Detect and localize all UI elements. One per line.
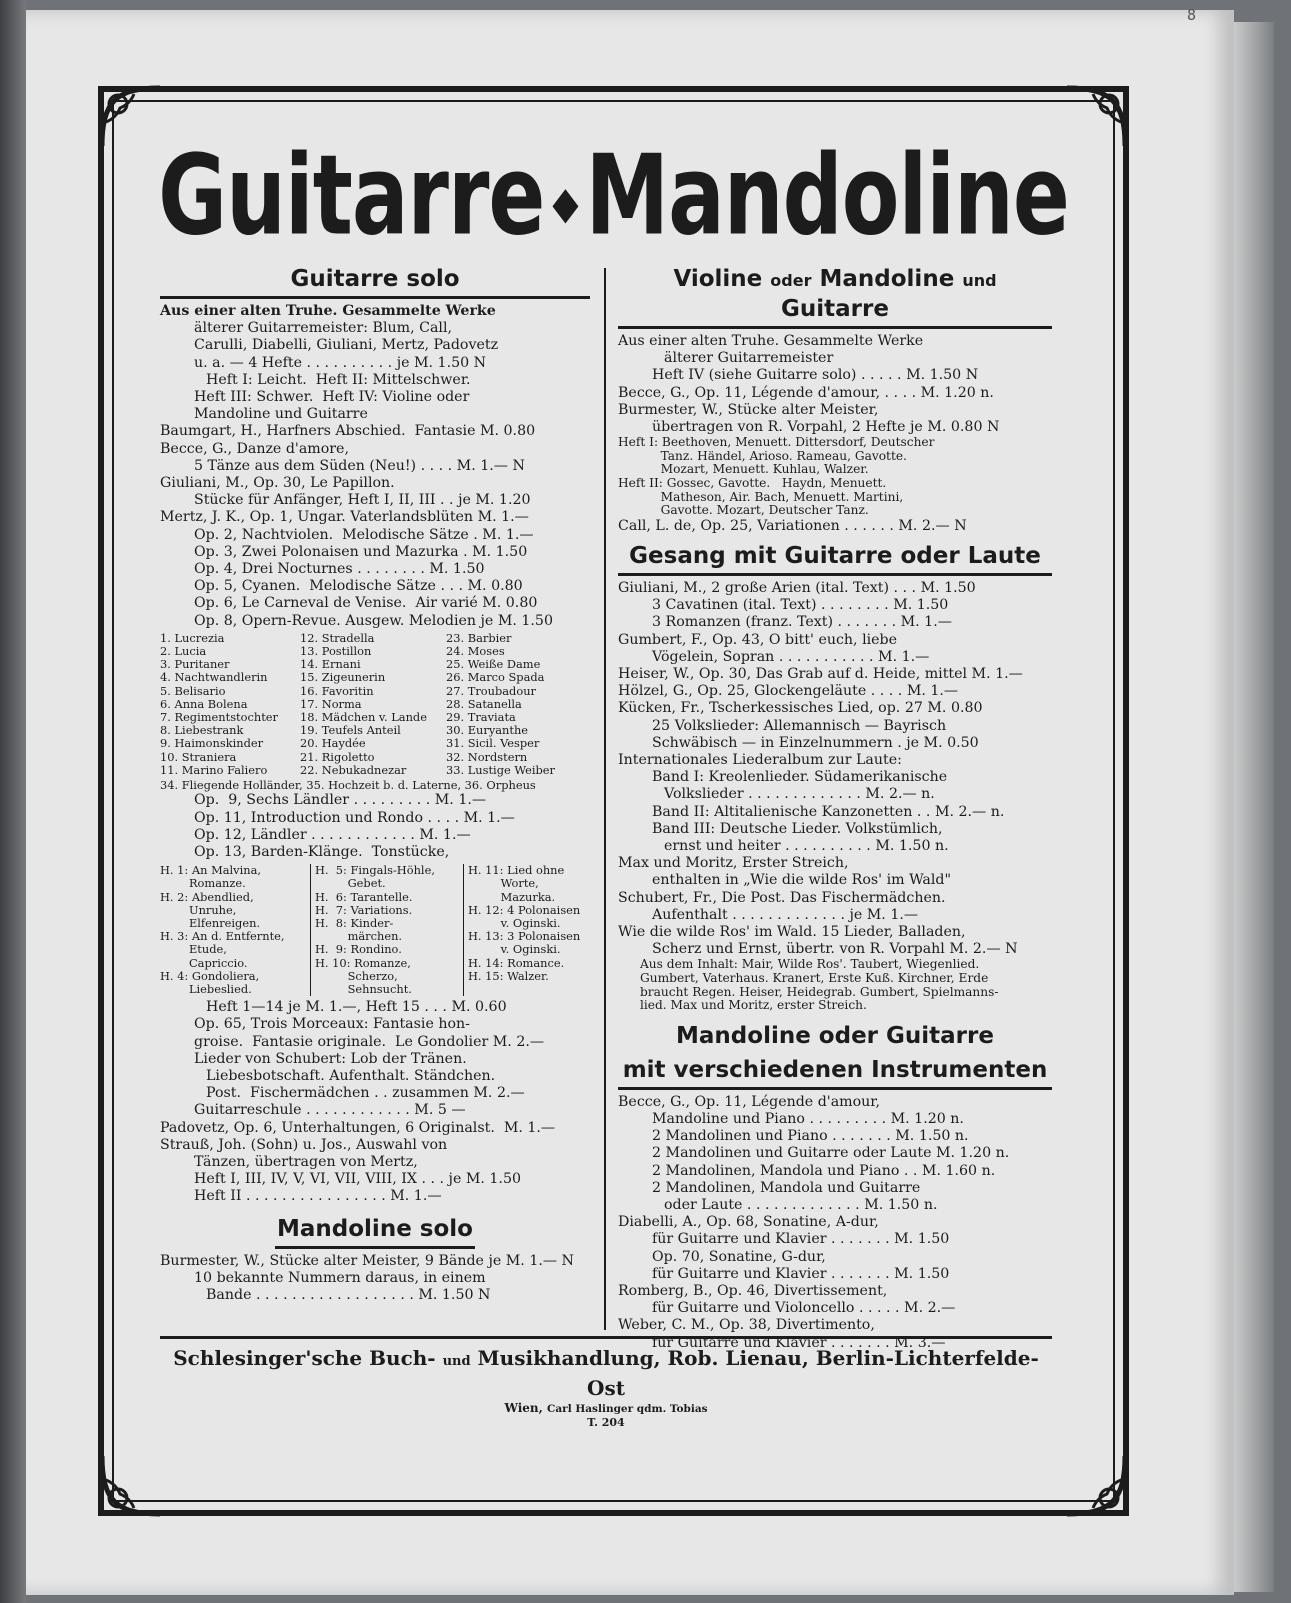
mertz-more-list xyxy=(160,792,590,861)
catalog-entry: übertragen von R. Vorpahl, 2 Hefte je M. 0.80 N xyxy=(652,419,1000,436)
catalog-entry: Aufenthalt . . . . . . . . . . . . . je M. 1.— xyxy=(652,906,919,923)
catalog-entry: enthalten in „Wie die wilde Ros' im Wald" xyxy=(652,872,952,889)
catalog-entry: Burmester, W., Stücke alter Meister, 9 Bände je M. 1.— N xyxy=(160,1252,574,1269)
opera-item: 19. Teufels Anteil xyxy=(300,723,401,738)
opera-item: 10. Straniera xyxy=(160,749,237,764)
catalog-entry: Diabelli, A., Op. 68, Sonatine, A-dur, xyxy=(618,1214,879,1231)
after-hefts-list xyxy=(160,999,590,1205)
catalog-entry: u. a. — 4 Hefte . . . . . . . . . . je M. 1.50 N xyxy=(194,354,487,371)
opera-item: 3. Puritaner xyxy=(160,657,230,672)
catalog-entry: Heiser, W., Op. 30, Das Grab auf d. Heide, mittel M. 1.— xyxy=(618,666,1023,682)
violine-list xyxy=(618,333,1052,436)
opera-item: 24. Moses xyxy=(446,644,505,659)
catalog-entry: Band III: Deutsche Lieder. Volkstümlich, xyxy=(652,820,943,837)
catalog-entry: Liebesbotschaft. Aufenthalt. Ständchen. xyxy=(206,1067,496,1084)
contents-line: Aus dem Inhalt: Mair, Wilde Ros'. Taubert, Wiegenlied. xyxy=(640,957,980,972)
catalog-entry: Op. 8, Opern-Revue. Ausgew. Melodien je M. 1.50 xyxy=(194,612,553,629)
opera-item: 13. Postillon xyxy=(300,644,372,659)
section-title-violine: Violine oder Mandoline und Guitarre xyxy=(618,264,1052,329)
mandoline-solo-list xyxy=(160,1253,590,1305)
hefts-column-3: H. 11: Lied ohne Worte, Mazurka. H. 12: 4 Polonaisen v. Oginski. H. 13: 3 Polonaisen v. Oginski. H. 14: Romance. H. 15: Walzer. xyxy=(468,863,581,983)
catalog-entry: Giuliani, M., 2 große Arien (ital. Text) . . . M. 1.50 xyxy=(618,579,976,596)
catalog-entry: Padovetz, Op. 6, Unterhaltungen, 6 Originalst. M. 1.— xyxy=(160,1119,556,1136)
opera-item: 22. Nebukadnezar xyxy=(300,762,407,777)
catalog-entry: Hölzel, G., Op. 25, Glockengeläute . . . . M. 1.— xyxy=(618,683,959,700)
heft-contents-line: Heft II: Gossec, Gavotte. Haydn, Menuett. xyxy=(618,476,887,490)
catalog-entry: 2 Mandolinen, Mandola und Piano . . M. 1.60 n. xyxy=(652,1162,996,1179)
opera-list-last: 34. Fliegende Holländer, 35. Hochzeit b. d. Laterne, 36. Orpheus xyxy=(160,778,536,793)
masthead-mandoline: Mandoline xyxy=(585,130,1069,261)
catalog-entry: Stücke für Anfänger, Heft I, II, III . . je M. 1.20 xyxy=(194,492,531,509)
catalog-entry: Mertz, J. K., Op. 1, Ungar. Vaterlandsblüten M. 1.— xyxy=(160,509,529,526)
column-divider xyxy=(604,268,606,1330)
catalog-code: T. 204 xyxy=(587,1416,625,1429)
catalog-entry: Mandoline und Guitarre xyxy=(194,406,368,423)
catalog-entry: Op. 5, Cyanen. Melodische Sätze . . . M. 0.80 xyxy=(194,578,523,595)
opera-item: 16. Favoritin xyxy=(300,683,374,698)
opera-item: 26. Marco Spada xyxy=(446,670,545,685)
catalog-entry: 5 Tänze aus dem Süden (Neu!) . . . . M. 1.— N xyxy=(194,457,525,474)
catalog-entry: für Guitarre und Klavier . . . . . . . M. 1.50 xyxy=(652,1231,950,1248)
catalog-entry: Aus einer alten Truhe. Gesammelte Werke xyxy=(618,333,924,349)
catalog-entry: Strauß, Joh. (Sohn) u. Jos., Auswahl von xyxy=(160,1136,448,1153)
catalog-entry: Op. 13, Barden-Klänge. Tonstücke, xyxy=(194,843,450,860)
catalog-entry: Op. 6, Le Carneval de Venise. Air varié M. 0.80 xyxy=(194,595,538,612)
section-subtitle-instruments: mit verschiedenen Instrumenten xyxy=(618,1055,1052,1090)
catalog-entry: 2 Mandolinen, Mandola und Guitarre xyxy=(652,1179,921,1196)
barden-klaenge-hefts xyxy=(160,864,590,996)
gesang-list xyxy=(618,580,1052,958)
catalog-entry: oder Laute . . . . . . . . . . . . . M. 1.50 n. xyxy=(664,1197,938,1214)
catalog-entry: älterer Guitarremeister: Blum, Call, xyxy=(194,320,453,337)
catalog-entry: Becce, G., Op. 11, Légende d'amour, xyxy=(618,1093,881,1110)
opera-item: 25. Weiße Dame xyxy=(446,657,541,672)
catalog-entry: Becce, G., Op. 11, Légende d'amour, . . . . M. 1.20 n. xyxy=(618,384,994,401)
opera-item: 21. Rigoletto xyxy=(300,749,375,764)
catalog-entry: Heft III: Schwer. Heft IV: Violine oder xyxy=(194,389,470,406)
catalog-entry: Guitarreschule . . . . . . . . . . . . M. 5 — xyxy=(194,1102,466,1119)
catalog-entry: Heft I, III, IV, V, VI, VII, VIII, IX . . . je M. 1.50 xyxy=(194,1171,521,1188)
opera-list xyxy=(160,632,590,777)
catalog-entry: Tänzen, übertragen von Mertz, xyxy=(194,1153,418,1170)
opera-item: 7. Regimentstochter xyxy=(160,710,278,725)
violine-heft-contents xyxy=(618,436,1052,518)
left-column xyxy=(160,262,590,1304)
right-column xyxy=(618,262,1052,1352)
opera-item: 5. Belisario xyxy=(160,683,226,698)
catalog-entry: Giuliani, M., Op. 30, Le Papillon. xyxy=(160,475,395,492)
catalog-entry: Heft I: Leicht. Heft II: Mittelschwer. xyxy=(206,371,471,388)
catalog-entry: Op. 2, Nachtviolen. Melodische Sätze . M. 1.— xyxy=(194,526,534,543)
catalog-entry: Lieder von Schubert: Lob der Tränen. xyxy=(194,1050,467,1067)
opera-item: 18. Mädchen v. Lande xyxy=(300,710,427,725)
catalog-entry: Band I: Kreolenlieder. Südamerikanische xyxy=(652,769,948,786)
catalog-entry: Kücken, Fr., Tscherkessisches Lied, op. 27 M. 0.80 xyxy=(618,700,983,717)
catalog-entry: Becce, G., Danze d'amore, xyxy=(160,440,349,457)
catalog-entry: älterer Guitarremeister xyxy=(664,350,834,367)
catalog-entry: Weber, C. M., Op. 38, Divertimento, xyxy=(618,1317,875,1334)
catalog-entry: Op. 12, Ländler . . . . . . . . . . . . M. 1.— xyxy=(194,826,471,843)
catalog-entry: Schwäbisch — in Einzelnummern . je M. 0.50 xyxy=(652,734,979,751)
catalog-entry: groise. Fantasie originale. Le Gondolier M. 2.— xyxy=(194,1033,545,1050)
opera-item: 32. Nordstern xyxy=(446,749,528,764)
corner-ornament-icon xyxy=(1061,1450,1131,1520)
catalog-entry: Op. 4, Drei Nocturnes . . . . . . . . M. 1.50 xyxy=(194,561,485,578)
section-title-gesang: Gesang mit Guitarre oder Laute xyxy=(618,541,1052,576)
catalog-entry: Volkslieder . . . . . . . . . . . . . M. 2.— n. xyxy=(664,786,935,803)
catalog-entry: Heft IV (siehe Guitarre solo) . . . . . M. 1.50 N xyxy=(652,367,979,384)
opera-item: 8. Liebestrank xyxy=(160,723,244,738)
violine-last-entry: Call, L. de, Op. 25, Variationen . . . . . . M. 2.— N xyxy=(618,517,967,534)
catalog-entry: Op. 11, Introduction und Rondo . . . . M. 1.— xyxy=(194,809,515,826)
opera-item: 27. Troubadour xyxy=(446,683,536,698)
catalog-entry: Op. 9, Sechs Ländler . . . . . . . . . M. 1.— xyxy=(194,792,487,809)
catalog-entry: 3 Romanzen (franz. Text) . . . . . . . M. 1.— xyxy=(652,614,952,631)
opera-item: 15. Zigeunerin xyxy=(300,670,386,685)
contents-line: Gumbert, Vaterhaus. Kranert, Erste Kuß. Kirchner, Erde xyxy=(640,971,989,986)
catalog-entry: Romberg, B., Op. 46, Divertissement, xyxy=(618,1283,888,1300)
catalog-entry: für Guitarre und Klavier . . . . . . . M. 3.— xyxy=(652,1334,946,1351)
guitarre-solo-list xyxy=(160,303,590,630)
hefts-column-1: H. 1: An Malvina, Romanze. H. 2: Abendlied, Unruhe, Elfenreigen. H. 3: An d. Entfernte, Etude, Capriccio. H. 4: Gondoliera, Liebeslied. xyxy=(160,863,285,996)
opera-item: 20. Haydée xyxy=(300,736,366,751)
catalog-entry: Internationales Liederalbum zur Laute: xyxy=(618,752,902,769)
page-edges xyxy=(1234,22,1274,1592)
opera-item: 12. Stradella xyxy=(300,630,375,645)
catalog-entry: Burmester, W., Stücke alter Meister, xyxy=(618,401,879,418)
opera-item: 11. Marino Faliero xyxy=(160,762,268,777)
catalog-entry: Baumgart, H., Harfners Abschied. Fantasie M. 0.80 xyxy=(160,423,536,440)
wien-line: Wien, Carl Haslinger qdm. Tobias xyxy=(504,1401,708,1415)
contents-line: braucht Regen. Heiser, Heidegrab. Gumbert, Spielmanns- xyxy=(640,984,999,999)
publisher-footer xyxy=(160,1336,1052,1429)
catalog-entry: Aus einer alten Truhe. Gesammelte Werke xyxy=(160,303,496,319)
opera-item: 6. Anna Bolena xyxy=(160,696,248,711)
opera-item: 29. Traviata xyxy=(446,710,516,725)
catalog-entry: ernst und heiter . . . . . . . . . . M. 1.50 n. xyxy=(664,838,949,855)
hefts-column-2: H. 5: Fingals-Höhle, Gebet. H. 6: Tarantelle. H. 7: Variations. H. 8: Kinder- märchen. H. 9: Rondino. H. 10: Romanze, Scherzo, Sehnsucht. xyxy=(310,864,464,996)
catalog-entry: Heft II . . . . . . . . . . . . . . . . M. 1.— xyxy=(194,1188,442,1205)
heft-contents-line: Mozart, Menuett. Kuhlau, Walzer. xyxy=(618,462,869,477)
catalog-entry: 10 bekannte Nummern daraus, in einem xyxy=(194,1269,486,1286)
catalog-entry: Scherz und Ernst, übertr. von R. Vorpahl M. 2.— N xyxy=(652,941,1018,958)
section-title-mandoline-guitarre: Mandoline oder Guitarre xyxy=(676,1022,994,1049)
catalog-entry: 3 Cavatinen (ital. Text) . . . . . . . . M. 1.50 xyxy=(652,597,949,614)
catalog-entry: für Guitarre und Klavier . . . . . . . M. 1.50 xyxy=(652,1265,950,1282)
opera-item: 9. Haimonskinder xyxy=(160,736,264,751)
opera-item: 2. Lucia xyxy=(160,644,207,659)
masthead-title xyxy=(112,130,1115,261)
catalog-entry: 2 Mandolinen und Guitarre oder Laute M. 1.20 n. xyxy=(652,1145,1010,1162)
catalog-entry: Carulli, Diabelli, Giuliani, Mertz, Padovetz xyxy=(194,337,499,354)
opera-item: 17. Norma xyxy=(300,696,362,711)
gesang-contents xyxy=(618,958,1052,1012)
opera-item: 23. Barbier xyxy=(446,630,512,645)
catalog-entry: für Guitarre und Violoncello . . . . . M. 2.— xyxy=(652,1300,956,1317)
catalog-entry: Op. 70, Sonatine, G-dur, xyxy=(652,1248,826,1265)
catalog-entry: 2 Mandolinen und Piano . . . . . . . M. 1.50 n. xyxy=(652,1128,969,1145)
page-number: 8 xyxy=(1187,6,1197,24)
opera-item: 4. Nachtwandlerin xyxy=(160,670,268,685)
catalog-entry: Schubert, Fr., Die Post. Das Fischermädchen. xyxy=(618,889,946,906)
catalog-entry: Vögelein, Sopran . . . . . . . . . . . M. 1.— xyxy=(652,648,930,665)
heft-contents-line: Matheson, Air. Bach, Menuett. Martini, xyxy=(618,489,904,504)
catalog-entry: Op. 3, Zwei Polonaisen und Mazurka . M. 1.50 xyxy=(194,543,528,560)
opera-item: 1. Lucrezia xyxy=(160,630,225,645)
opera-item: 33. Lustige Weiber xyxy=(446,762,555,777)
diamond-icon: ◆ xyxy=(552,177,578,230)
section-title-mandoline-solo: Mandoline solo xyxy=(275,1214,475,1249)
catalog-entry: Post. Fischermädchen . . zusammen M. 2.— xyxy=(206,1085,525,1102)
catalog-entry: Max und Moritz, Erster Streich, xyxy=(618,855,849,872)
corner-ornament-icon xyxy=(96,1450,166,1520)
catalog-entry: Mandoline und Piano . . . . . . . . . M. 1.20 n. xyxy=(652,1111,964,1128)
opera-item: 14. Ernani xyxy=(300,657,361,672)
heft-contents-line: Tanz. Händel, Arioso. Rameau, Gavotte. xyxy=(618,448,907,463)
catalog-entry: 25 Volkslieder: Allemannisch — Bayrisch xyxy=(652,717,947,734)
catalog-entry: Band II: Altitalienische Kanzonetten . . M. 2.— n. xyxy=(652,803,1005,820)
catalog-entry: Heft 1—14 je M. 1.—, Heft 15 . . . M. 0.60 xyxy=(206,999,507,1016)
catalog-entry: Op. 65, Trois Morceaux: Fantasie hon- xyxy=(194,1016,470,1033)
mandoline-guitarre-list xyxy=(618,1094,1052,1352)
contents-line: lied. Max und Moritz, erster Streich. xyxy=(640,998,867,1013)
book-gutter xyxy=(0,0,26,1603)
heft-contents-line: Gavotte. Mozart, Deutscher Tanz. xyxy=(618,503,869,518)
section-title-guitarre-solo: Guitarre solo xyxy=(160,264,590,299)
heft-contents-line: Heft I: Beethoven, Menuett. Dittersdorf, Deutscher xyxy=(618,435,935,450)
masthead-guitarre: Guitarre xyxy=(158,130,545,261)
publisher-line: Schlesinger'sche Buch- und Musikhandlung, Rob. Lienau, Berlin-Lichterfelde-Ost xyxy=(173,1346,1039,1400)
opera-item: 31. Sicil. Vesper xyxy=(446,736,540,751)
catalog-entry: Bande . . . . . . . . . . . . . . . . . . M. 1.50 N xyxy=(206,1286,491,1303)
opera-item: 28. Satanella xyxy=(446,696,522,711)
catalog-entry: Gumbert, F., Op. 43, O bitt' euch, liebe xyxy=(618,631,898,648)
catalog-entry: Wie die wilde Ros' im Wald. 15 Lieder, Balladen, xyxy=(618,924,966,941)
opera-item: 30. Euryanthe xyxy=(446,723,529,738)
